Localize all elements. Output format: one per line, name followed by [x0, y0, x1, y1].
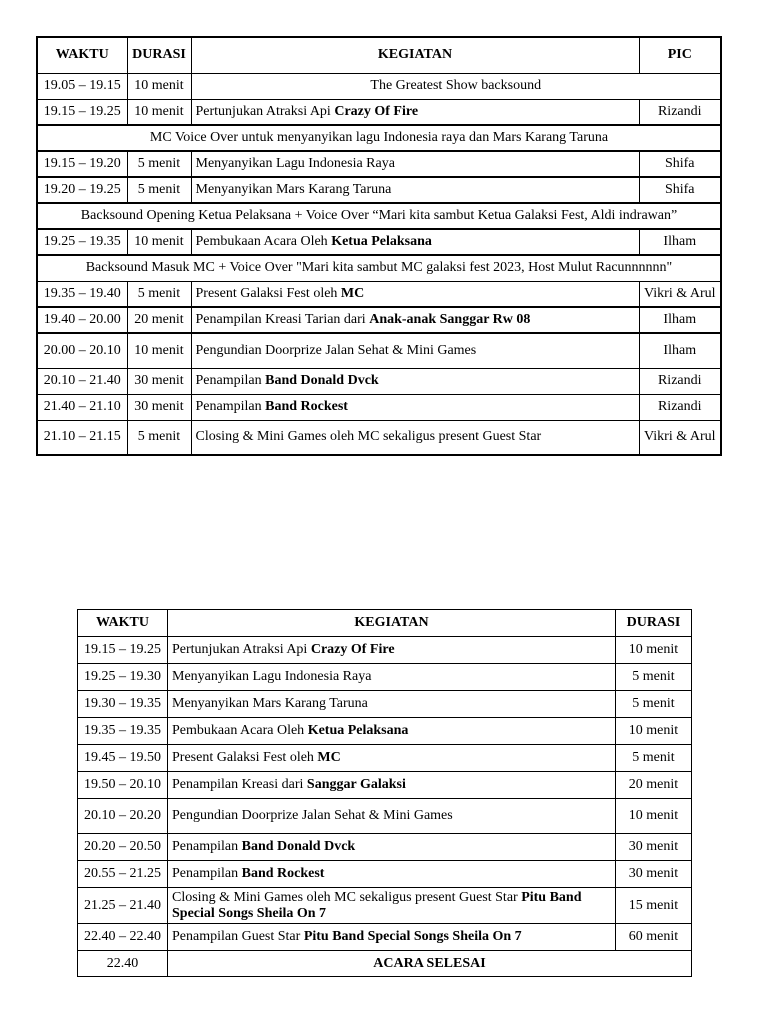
activity-cell: [191, 394, 639, 420]
activity-cell: [191, 420, 639, 455]
schedule-row: [37, 73, 721, 99]
activity-cell: [168, 888, 616, 924]
pic-cell: Vikri & Arul: [639, 420, 721, 455]
schedule-row: [37, 99, 721, 125]
activity-text: Pembukaan Acara Oleh: [172, 723, 308, 738]
activity-text: Closing & Mini Games oleh MC sekaligus present Guest Star: [195, 429, 542, 445]
note-text: Backsound Masuk MC + Voice Over "Mari kita sambut MC galaksi fest 2023, Host Mulut Racunnnnnn": [37, 255, 721, 281]
schedule-row: [37, 229, 721, 255]
activity-text: Pertunjukan Atraksi Api: [195, 103, 335, 119]
duration-cell: 20 menit: [616, 772, 692, 799]
schedule-row: [37, 307, 721, 333]
note-text: Backsound Opening Ketua Pelaksana + Voice Over “Mari kita sambut Ketua Galaksi Fest, Aldi indrawan”: [37, 203, 721, 229]
activity-text: Penampilan: [195, 373, 266, 388]
schedule-row: [78, 718, 692, 745]
header-durasi: DURASI: [127, 37, 191, 73]
activity-text: Pengundian Doorprize Jalan Sehat & Mini Games: [195, 342, 477, 358]
duration-cell: 10 menit: [616, 718, 692, 745]
pic-cell: Rizandi: [639, 99, 721, 125]
schedule-row: [37, 394, 721, 420]
schedule-row: [37, 151, 721, 177]
schedule-row: [78, 924, 692, 951]
activity-highlight: Ketua Pelaksana: [307, 723, 409, 738]
time-cell: 19.15 – 19.20: [37, 151, 127, 177]
activity-highlight: Sanggar Galaksi: [306, 777, 406, 792]
duration-cell: 5 menit: [127, 151, 191, 177]
pic-cell: Shifa: [639, 177, 721, 203]
schedule-row: [78, 888, 692, 924]
duration-cell: 30 menit: [616, 861, 692, 888]
schedule-row: [78, 691, 692, 718]
time-cell: 19.35 – 19.40: [37, 281, 127, 307]
time-cell: 19.05 – 19.15: [37, 73, 127, 99]
activity-highlight: MC: [340, 285, 365, 301]
time-cell: 19.45 – 19.50: [78, 745, 168, 772]
header-waktu: WAKTU: [37, 37, 127, 73]
activity-cell: [168, 834, 616, 861]
time-cell: 19.15 – 19.25: [78, 637, 168, 664]
note-row: [37, 255, 721, 281]
schedule-row: [37, 281, 721, 307]
pic-cell: Shifa: [639, 151, 721, 177]
duration-cell: 30 menit: [616, 834, 692, 861]
pic-cell: Ilham: [639, 307, 721, 333]
header-kegiatan: KEGIATAN: [191, 37, 639, 73]
activity-text: Pengundian Doorprize Jalan Sehat & Mini Games: [172, 808, 453, 823]
time-cell: 21.40 – 21.10: [37, 394, 127, 420]
activity-text: Menyanyikan Mars Karang Taruna: [195, 182, 392, 197]
activity-text: Pembukaan Acara Oleh: [195, 234, 332, 249]
schedule-row: [78, 834, 692, 861]
schedule-row: [37, 333, 721, 368]
time-cell: 19.30 – 19.35: [78, 691, 168, 718]
schedule-row: [78, 772, 692, 799]
duration-cell: 10 menit: [127, 73, 191, 99]
schedule-row: [78, 799, 692, 834]
duration-cell: 10 menit: [127, 99, 191, 125]
duration-cell: 30 menit: [127, 368, 191, 394]
header-pic: PIC: [639, 37, 721, 73]
activity-cell: [168, 924, 616, 951]
activity-text: Penampilan Guest Star: [172, 929, 304, 944]
activity-highlight: Ketua Pelaksana: [331, 234, 432, 249]
activity-text: Closing & Mini Games oleh MC sekaligus present Guest Star: [172, 889, 522, 905]
pic-cell: Ilham: [639, 229, 721, 255]
pic-cell: Rizandi: [639, 394, 721, 420]
time-cell: 21.25 – 21.40: [78, 888, 168, 924]
header-waktu: WAKTU: [78, 610, 168, 637]
pic-cell: Vikri & Arul: [639, 281, 721, 307]
time-cell: 20.55 – 21.25: [78, 861, 168, 888]
activity-text: Penampilan Kreasi Tarian dari: [195, 312, 370, 327]
activity-cell: [168, 772, 616, 799]
activity-cell: [168, 745, 616, 772]
activity-highlight: Pitu Band Special Songs Sheila On 7: [172, 889, 582, 921]
duration-cell: 5 menit: [127, 177, 191, 203]
activity-highlight: Band Rockest: [265, 399, 348, 414]
activity-cell: [168, 637, 616, 664]
schedule-table-summary: [77, 609, 692, 977]
time-cell: 20.10 – 21.40: [37, 368, 127, 394]
time-cell: 22.40 – 22.40: [78, 924, 168, 951]
pic-cell: Rizandi: [639, 368, 721, 394]
time-cell: 19.25 – 19.30: [78, 664, 168, 691]
duration-cell: 10 menit: [127, 229, 191, 255]
duration-cell: 5 menit: [127, 281, 191, 307]
activity-text: Pertunjukan Atraksi Api: [172, 642, 311, 657]
time-cell: 20.20 – 20.50: [78, 834, 168, 861]
schedule-row: [78, 664, 692, 691]
note-row: [37, 125, 721, 151]
duration-cell: 10 menit: [616, 799, 692, 834]
activity-cell: [191, 281, 639, 307]
activity-text: Menyanyikan Mars Karang Taruna: [172, 696, 368, 711]
activity-cell: [168, 664, 616, 691]
note-row: [37, 203, 721, 229]
time-cell: 19.35 – 19.35: [78, 718, 168, 745]
activity-cell: [191, 151, 639, 177]
activity-highlight: Pitu Band Special Songs Sheila On 7: [303, 929, 522, 944]
activity-text: Menyanyikan Lagu Indonesia Raya: [172, 669, 372, 684]
time-cell: 19.50 – 20.10: [78, 772, 168, 799]
time-cell: 19.15 – 19.25: [37, 99, 127, 125]
activity-text: Present Galaksi Fest oleh: [195, 285, 341, 301]
schedule-row: [37, 177, 721, 203]
activity-text: Penampilan: [195, 399, 266, 414]
time-cell: 21.10 – 21.15: [37, 420, 127, 455]
activity-highlight: MC: [317, 750, 341, 765]
activity-cell: [168, 861, 616, 888]
activity-cell: [191, 99, 639, 125]
schedule-row: [78, 861, 692, 888]
activity-highlight: Band Rockest: [241, 866, 325, 881]
footer-row: [78, 951, 692, 977]
header-durasi: DURASI: [616, 610, 692, 637]
duration-cell: 5 menit: [616, 745, 692, 772]
duration-cell: 5 menit: [616, 664, 692, 691]
note-text: MC Voice Over untuk menyanyikan lagu Indonesia raya dan Mars Karang Taruna: [37, 125, 721, 151]
time-cell: 20.00 – 20.10: [37, 333, 127, 368]
duration-cell: 20 menit: [127, 307, 191, 333]
activity-cell: [168, 718, 616, 745]
activity-text: Penampilan: [172, 839, 242, 854]
activity-cell: [191, 73, 721, 99]
activity-text: Present Galaksi Fest oleh: [172, 750, 318, 765]
activity-text: Penampilan: [172, 866, 242, 881]
activity-cell: [191, 177, 639, 203]
activity-text: Penampilan Kreasi dari: [172, 777, 307, 792]
activity-cell: [191, 368, 639, 394]
activity-highlight: Band Donald Dvck: [241, 839, 356, 854]
table-header-row: [78, 610, 692, 637]
activity-cell: [191, 229, 639, 255]
activity-highlight: Anak-anak Sanggar Rw 08: [369, 312, 531, 327]
schedule-row: [37, 368, 721, 394]
duration-cell: 15 menit: [616, 888, 692, 924]
schedule-row: [78, 745, 692, 772]
duration-cell: 10 menit: [616, 637, 692, 664]
table-header-row: [37, 37, 721, 73]
activity-text: Menyanyikan Lagu Indonesia Raya: [195, 156, 395, 171]
duration-cell: 60 menit: [616, 924, 692, 951]
time-cell: 19.20 – 19.25: [37, 177, 127, 203]
time-cell: 19.25 – 19.35: [37, 229, 127, 255]
time-cell: 20.10 – 20.20: [78, 799, 168, 834]
duration-cell: 5 menit: [127, 420, 191, 455]
footer-waktu: 22.40: [78, 951, 168, 977]
table-body: [37, 73, 721, 455]
duration-cell: 30 menit: [127, 394, 191, 420]
schedule-row: [37, 420, 721, 455]
activity-cell: [191, 333, 639, 368]
activity-cell: [191, 307, 639, 333]
duration-cell: 5 menit: [616, 691, 692, 718]
activity-highlight: Band Donald Dvck: [265, 373, 379, 388]
activity-cell: [168, 691, 616, 718]
time-cell: 19.40 – 20.00: [37, 307, 127, 333]
header-kegiatan: KEGIATAN: [168, 610, 616, 637]
activity-cell: [168, 799, 616, 834]
footer-label: ACARA SELESAI: [168, 951, 692, 977]
pic-cell: Ilham: [639, 333, 721, 368]
duration-cell: 10 menit: [127, 333, 191, 368]
activity-highlight: Crazy Of Fire: [310, 642, 395, 657]
activity-text: The Greatest Show backsound: [370, 78, 542, 93]
schedule-table-detailed: [36, 36, 722, 456]
activity-highlight: Crazy Of Fire: [334, 103, 419, 119]
table-body: [78, 637, 692, 951]
schedule-row: [78, 637, 692, 664]
